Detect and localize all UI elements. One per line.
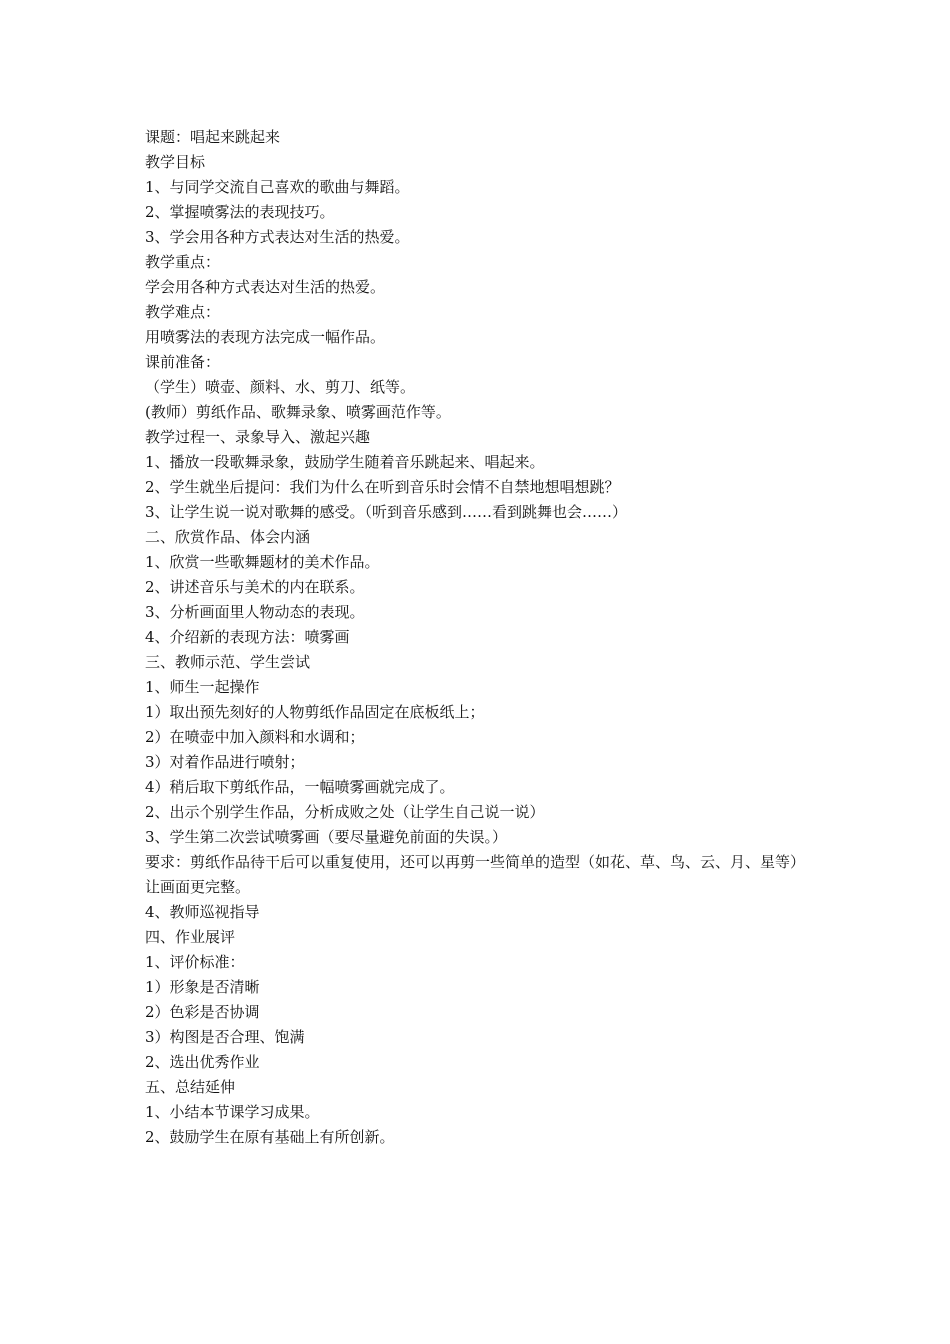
process-item: 2、鼓励学生在原有基础上有所创新。 [145, 1128, 395, 1146]
section-heading-key-point: 教学重点： [145, 253, 221, 271]
preparation-item: (教师）剪纸作品、歌舞录象、喷雾画范作等。 [145, 403, 451, 421]
step-item: 1）取出预先刻好的人物剪纸作品固定在底板纸上； [145, 703, 485, 721]
difficulty-text: 用喷雾法的表现方法完成一幅作品。 [145, 328, 386, 346]
preparation-item: （学生）喷壶、颜料、水、剪刀、纸等。 [145, 378, 416, 396]
criteria-item: 3）构图是否合理、饱满 [145, 1028, 305, 1046]
criteria-item: 2）色彩是否协调 [145, 1003, 260, 1021]
process-item: 2、选出优秀作业 [145, 1053, 260, 1071]
objective-item: 3、学会用各种方式表达对生活的热爱。 [145, 228, 410, 246]
requirement-text: 要求：剪纸作品待干后可以重复使用，还可以再剪一些简单的造型（如花、草、鸟、云、月、星等）让画面更完整。 [145, 853, 806, 896]
objective-item: 2、掌握喷雾法的表现技巧。 [145, 203, 335, 221]
process-item: 4、教师巡视指导 [145, 903, 260, 921]
process-item: 1、播放一段歌舞录象，鼓励学生随着音乐跳起来、唱起来。 [145, 453, 545, 471]
process-item: 1、评价标准： [145, 953, 245, 971]
section-heading-process-5: 五、总结延伸 [145, 1078, 236, 1096]
process-item: 1、欣赏一些歌舞题材的美术作品。 [145, 553, 380, 571]
process-item: 3、分析画面里人物动态的表现。 [145, 603, 365, 621]
key-point-text: 学会用各种方式表达对生活的热爱。 [145, 278, 386, 296]
process-item: 2、讲述音乐与美术的内在联系。 [145, 578, 365, 596]
process-item: 2、出示个别学生作品，分析成败之处（让学生自己说一说） [145, 803, 545, 821]
step-item: 4）稍后取下剪纸作品，一幅喷雾画就完成了。 [145, 778, 455, 796]
process-item: 1、师生一起操作 [145, 678, 260, 696]
process-item: 4、介绍新的表现方法：喷雾画 [145, 628, 350, 646]
lesson-title: 课题：唱起来跳起来 [145, 128, 281, 146]
section-heading-preparation: 课前准备： [145, 353, 221, 371]
section-heading-difficulty: 教学难点： [145, 303, 221, 321]
section-heading-process-3: 三、教师示范、学生尝试 [145, 653, 311, 671]
section-heading-process-4: 四、作业展评 [145, 928, 236, 946]
section-heading-objectives: 教学目标 [145, 153, 206, 171]
section-heading-process-1: 教学过程一、录象导入、激起兴趣 [145, 428, 371, 446]
process-item: 2、学生就坐后提问：我们为什么在听到音乐时会情不自禁地想唱想跳？ [145, 478, 620, 496]
process-item: 1、小结本节课学习成果。 [145, 1103, 320, 1121]
process-item: 3、让学生说一说对歌舞的感受。（听到音乐感到……看到跳舞也会……） [145, 503, 628, 521]
step-item: 3）对着作品进行喷射； [145, 753, 305, 771]
objective-item: 1、与同学交流自己喜欢的歌曲与舞蹈。 [145, 178, 410, 196]
process-item: 3、学生第二次尝试喷雾画（要尽量避免前面的失误。） [145, 828, 508, 846]
criteria-item: 1）形象是否清晰 [145, 978, 260, 996]
section-heading-process-2: 二、欣赏作品、体会内涵 [145, 528, 311, 546]
lesson-plan-text [145, 125, 815, 1150]
step-item: 2）在喷壶中加入颜料和水调和； [145, 728, 365, 746]
